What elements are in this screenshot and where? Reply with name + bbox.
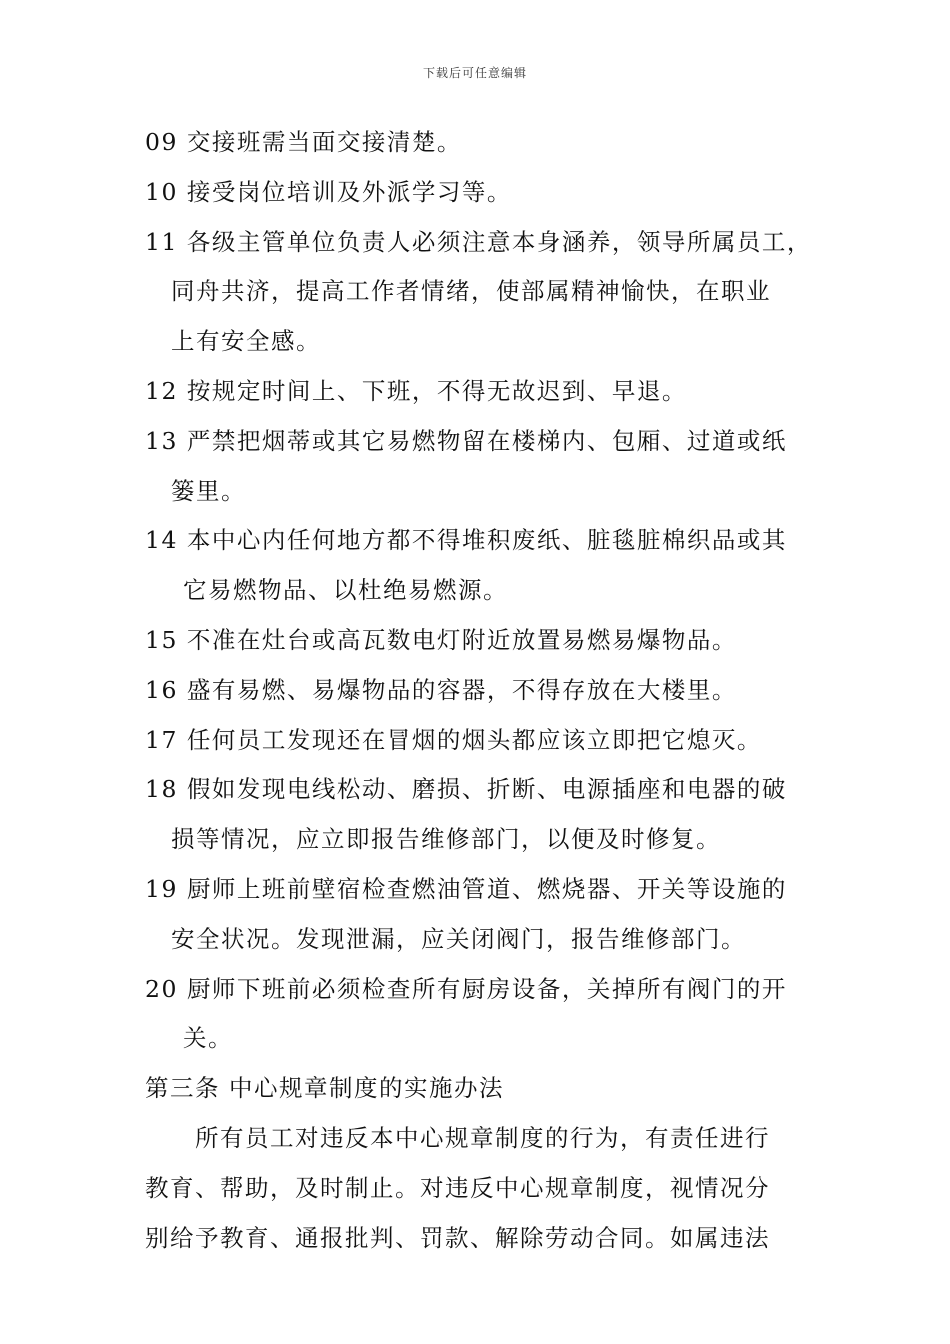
rule-19: 19 厨师上班前壁宿检查燃油管道、燃烧器、开关等设施的 (145, 874, 787, 903)
rule-13-cont: 篓里。 (171, 476, 246, 505)
rule-15: 15 不准在灶台或高瓦数电灯附近放置易燃易爆物品。 (145, 625, 737, 654)
rule-13: 13 严禁把烟蒂或其它易燃物留在楼梯内、包厢、过道或纸 (145, 426, 787, 455)
rule-09: 09 交接班需当面交接清楚。 (145, 128, 462, 156)
rule-20-cont: 关。 (183, 1024, 233, 1053)
rule-17: 17 任何员工发现还在冒烟的烟头都应该立即把它熄灭。 (145, 725, 762, 754)
page-header: 下载后可任意编辑 (422, 66, 527, 80)
rule-11-cont-2: 上有安全感。 (171, 327, 321, 356)
rule-14-cont: 它易燃物品、以杜绝易燃源。 (183, 576, 508, 605)
rule-20: 20 厨师下班前必须检查所有厨房设备，关掉所有阀门的开 (145, 974, 787, 1003)
section-heading: 第三条 中心规章制度的实施办法 (145, 1074, 504, 1103)
rule-14: 14 本中心内任何地方都不得堆积废纸、脏毯脏棉织品或其 (145, 526, 787, 555)
rule-10: 10 接受岗位培训及外派学习等。 (145, 177, 512, 206)
paragraph-line-2: 教育、帮助，及时制止。对违反中心规章制度，视情况分 (145, 1173, 770, 1202)
rule-11: 11 各级主管单位负责人必须注意本身涵养，领导所属员工， (145, 227, 812, 256)
rule-19-cont: 安全状况。发现泄漏，应关闭阀门，报告维修部门。 (171, 924, 746, 953)
document-body (145, 118, 835, 1263)
rule-12: 12 按规定时间上、下班，不得无故迟到、早退。 (145, 376, 687, 405)
rule-11-cont-1: 同舟共济，提高工作者情绪，使部属精神愉快，在职业 (171, 277, 771, 306)
rule-16: 16 盛有易燃、易爆物品的容器，不得存放在大楼里。 (145, 675, 737, 704)
paragraph-line-1: 所有员工对违反本中心规章制度的行为，有责任进行 (195, 1123, 770, 1152)
rule-18-cont: 损等情况，应立即报告维修部门，以便及时修复。 (171, 825, 721, 854)
paragraph-line-3: 别给予教育、通报批判、罚款、解除劳动合同。如属违法 (145, 1223, 770, 1252)
rule-18: 18 假如发现电线松动、磨损、折断、电源插座和电器的破 (145, 775, 787, 804)
